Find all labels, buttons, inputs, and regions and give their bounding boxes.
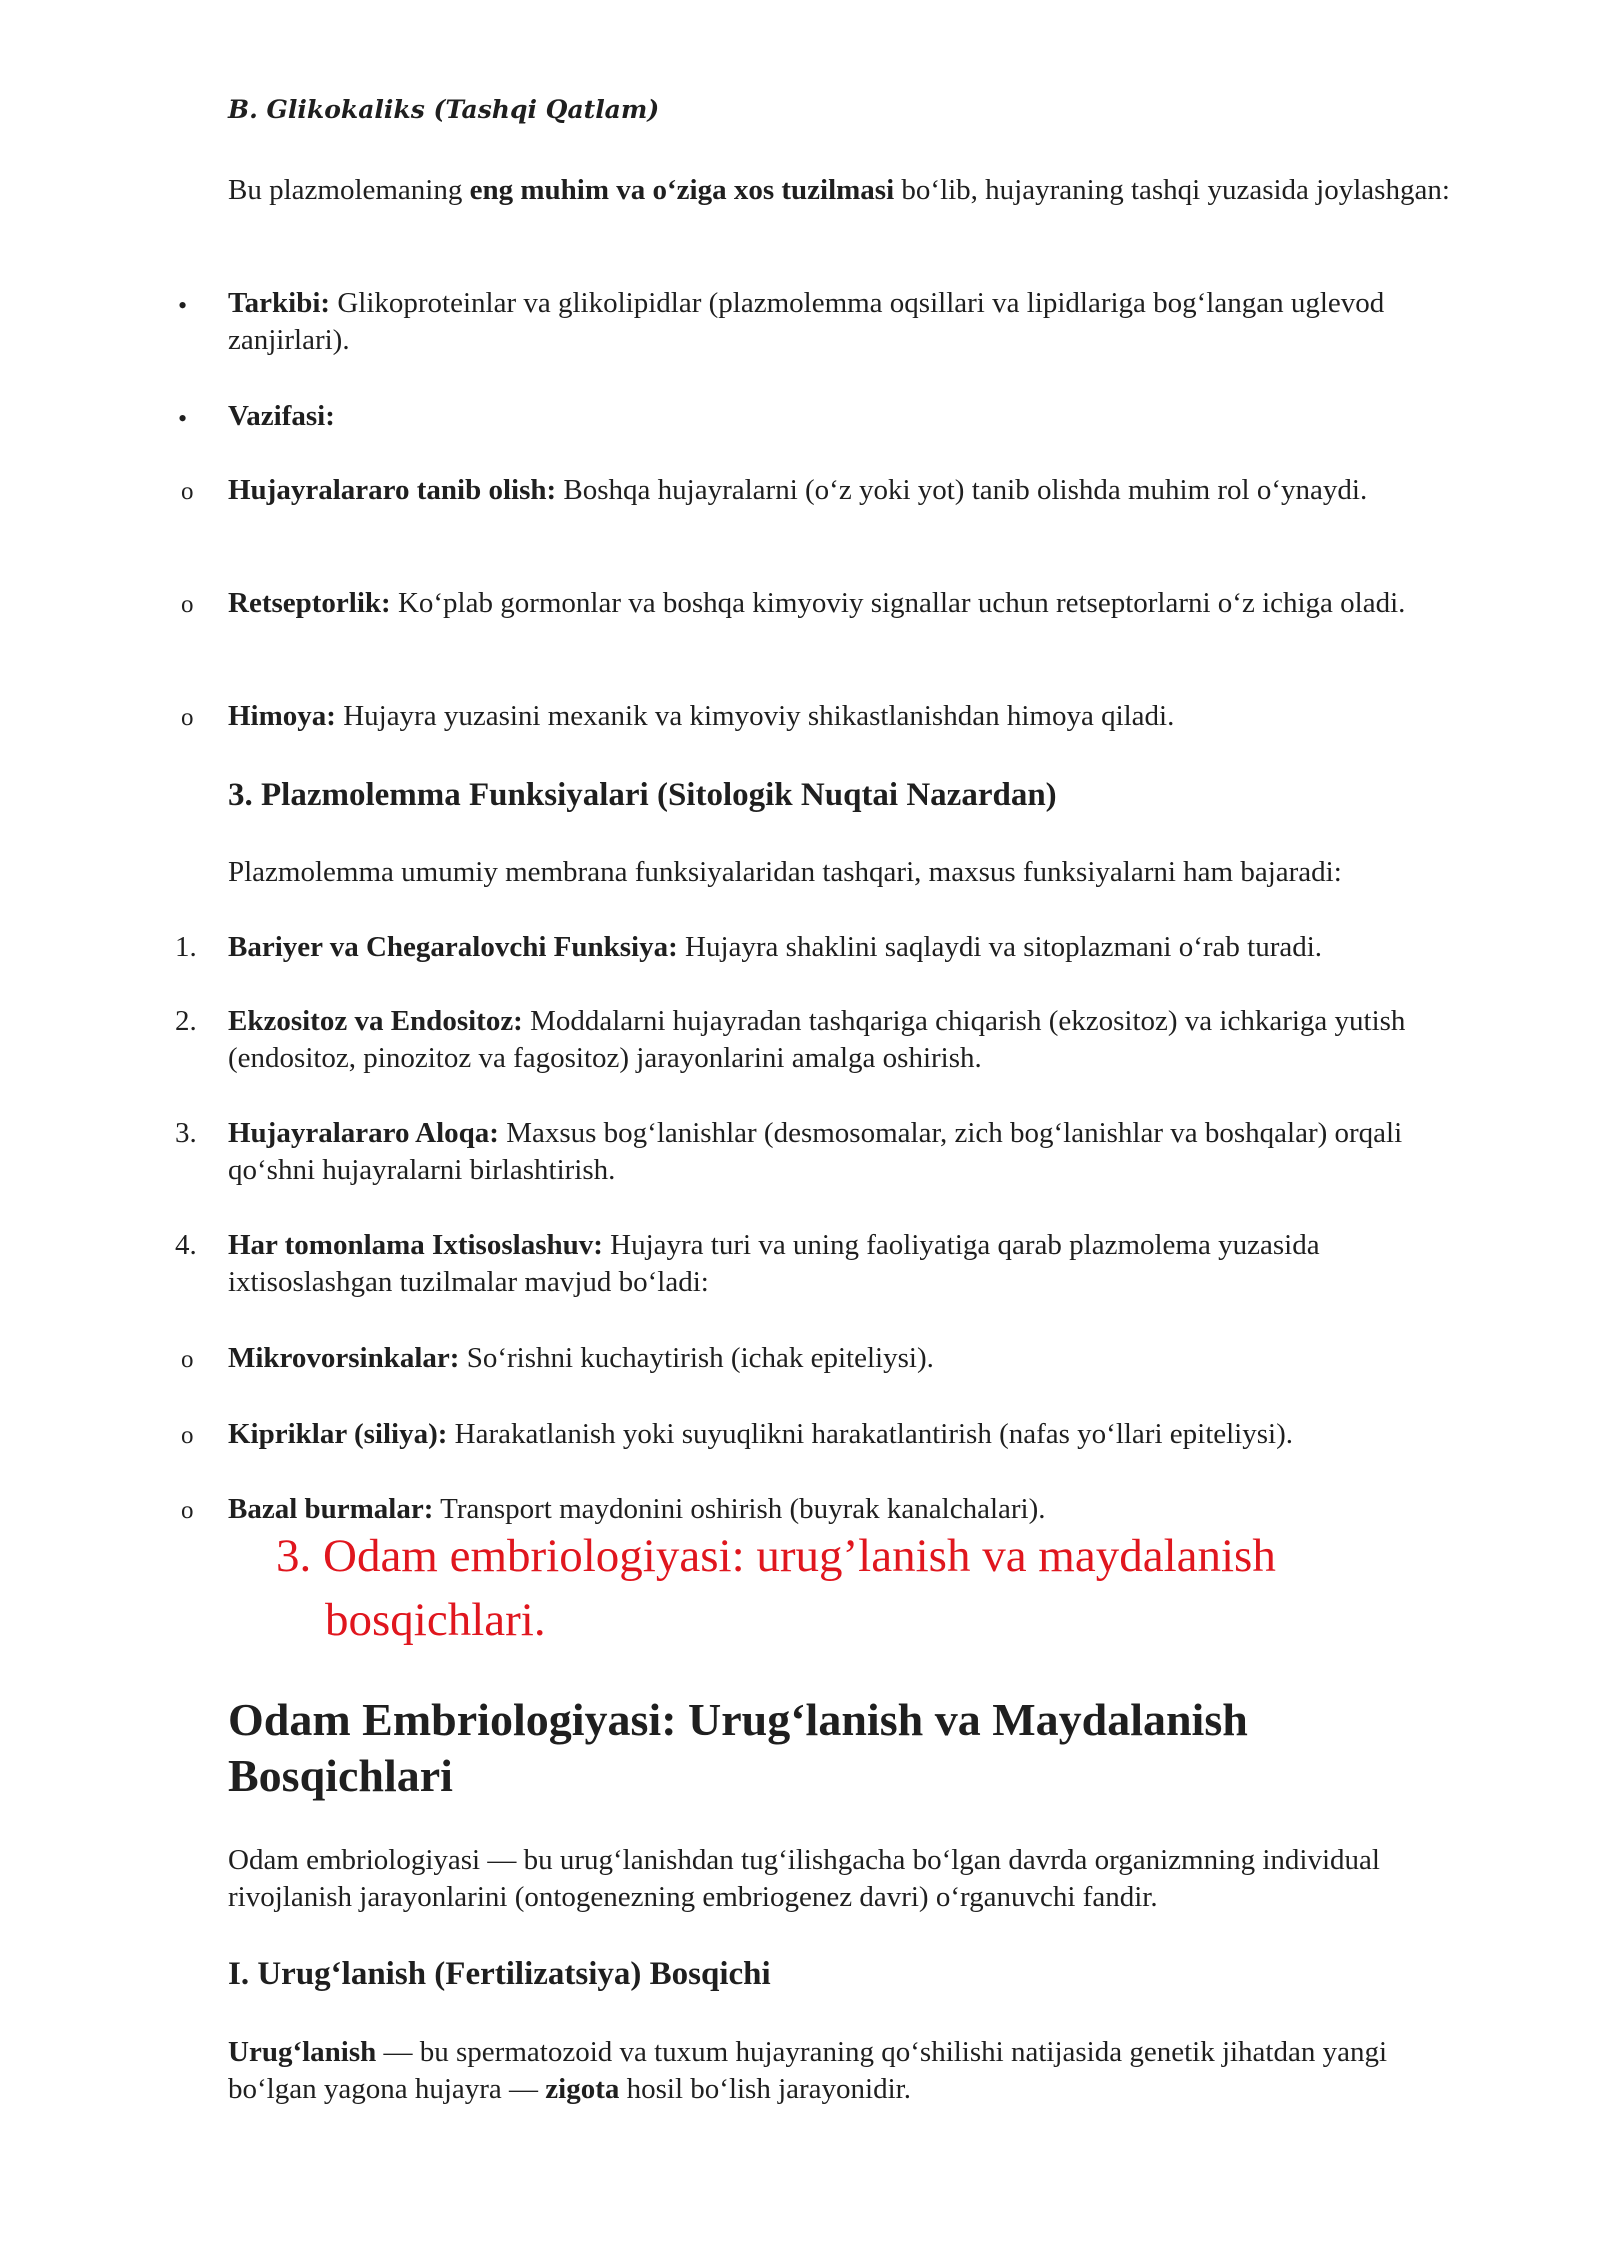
list-item: Vazifasi: bbox=[228, 400, 335, 432]
list-item: Himoya: Hujayra yuzasini mexanik va kimyoviy shikastlanishdan himoya qiladi. bbox=[228, 700, 1175, 732]
main-intro: Odam embriologiyasi — bu urug‘lanishdan tug‘ilishgacha bo‘lgan davrda organizmning individual rivojlanish jarayonlarini (ontogenezning embriogenez davri) o‘rganuvchi fandir. bbox=[228, 1844, 1380, 1913]
circle-marker: o bbox=[181, 591, 194, 618]
circle-marker: o bbox=[181, 1346, 194, 1373]
intro-paragraph: Bu plazmolemaning eng muhim va o‘ziga xos tuzilmasi bo‘lib, hujayraning tashqi yuzasida joylashgan: bbox=[228, 174, 1450, 206]
list-item: Ekzositoz va Endositoz: Moddalarni hujayradan tashqariga chiqarish (ekzositoz) va ichkariga yutish (endositoz, pinozitoz va fagositoz) jarayonlarini amalga oshirish. bbox=[228, 1005, 1406, 1074]
red-heading-line2: bosqichlari. bbox=[325, 1594, 546, 1646]
list-item: Hujayralararo Aloqa: Maxsus bog‘lanishlar (desmosomalar, zich bog‘lanishlar va boshqalar) orqali qo‘shni hujayralarni birlashtirish. bbox=[228, 1117, 1403, 1186]
bullet-marker: • bbox=[178, 404, 188, 433]
main-title: Odam Embriologiyasi: Urug‘lanish va Maydalanish Bosqichlari bbox=[228, 1694, 1248, 1801]
list-item: Bariyer va Chegaralovchi Funksiya: Hujayra shaklini saqlaydi va sitoplazmani o‘rab turadi. bbox=[228, 931, 1323, 963]
number-marker: 2. bbox=[175, 1005, 197, 1037]
red-heading-line1: 3. Odam embriologiyasi: urug’lanish va maydalanish bbox=[276, 1530, 1276, 1582]
number-marker: 4. bbox=[175, 1229, 197, 1261]
subsection-title: B. Glikokaliks (Tashqi Qatlam) bbox=[228, 95, 660, 124]
circle-marker: o bbox=[181, 1497, 194, 1524]
list-item: Tarkibi: Glikoproteinlar va glikolipidlar (plazmolemma oqsillari va lipidlariga bog‘langan uglevod zanjirlari). bbox=[228, 287, 1385, 356]
number-marker: 1. bbox=[175, 931, 197, 963]
list-item: Mikrovorsinkalar: So‘rishni kuchaytirish (ichak epiteliysi). bbox=[228, 1342, 934, 1374]
list-item: Bazal burmalar: Transport maydonini oshirish (buyrak kanalchalari). bbox=[228, 1493, 1046, 1525]
stage-paragraph: Urug‘lanish — bu spermatozoid va tuxum hujayraning qo‘shilishi natijasida genetik jihatdan yangi bo‘lgan yagona hujayra — zigota hosil bo‘lish jarayonidir. bbox=[228, 2036, 1388, 2105]
bullet-marker: • bbox=[178, 291, 188, 320]
list-item: Retseptorlik: Ko‘plab gormonlar va boshqa kimyoviy signallar uchun retseptorlarni o‘z ichiga oladi. bbox=[228, 587, 1406, 619]
list-item: Har tomonlama Ixtisoslashuv: Hujayra turi va uning faoliyatiga qarab plazmolema yuzasida ixtisoslashgan tuzilmalar mavjud bo‘ladi: bbox=[228, 1229, 1320, 1298]
circle-marker: o bbox=[181, 704, 194, 731]
stage-heading: I. Urug‘lanish (Fertilizatsiya) Bosqichi bbox=[228, 1956, 771, 1992]
section-heading: 3. Plazmolemma Funksiyalari (Sitologik Nuqtai Nazardan) bbox=[228, 777, 1057, 813]
section-intro: Plazmolemma umumiy membrana funksiyalaridan tashqari, maxsus funksiyalarni ham bajaradi: bbox=[228, 856, 1342, 888]
number-marker: 3. bbox=[175, 1117, 197, 1149]
list-item: Hujayralararo tanib olish: Boshqa hujayralarni (o‘z yoki yot) tanib olishda muhim rol o‘ynaydi. bbox=[228, 474, 1368, 506]
list-item: Kipriklar (siliya): Harakatlanish yoki suyuqlikni harakatlantirish (nafas yo‘llari epiteliysi). bbox=[228, 1418, 1293, 1450]
circle-marker: o bbox=[181, 1422, 194, 1449]
circle-marker: o bbox=[181, 478, 194, 505]
